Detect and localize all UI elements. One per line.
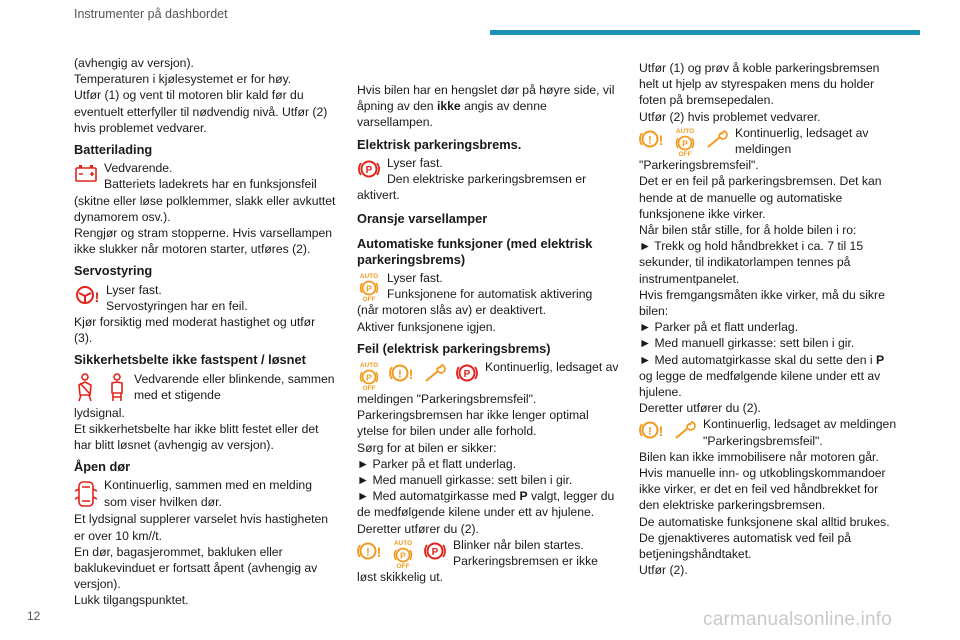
orange-heading: Oransje varsellamper bbox=[357, 211, 488, 227]
seatbelt-action: Et sikkerhetsbelte har ikke blitt festet eller det har blitt løsnet (avhengig av versjon). bbox=[74, 421, 319, 453]
col3-b1: ► Trekk og hold håndbrekket i ca. 7 til 15 sekunder, til indikatorlampen tennes på instrumentpanelet. bbox=[639, 239, 864, 286]
col1-intro-1: (avhengig av versjon). bbox=[74, 56, 194, 70]
blink-line1: Blinker når bilen startes. bbox=[453, 537, 584, 552]
seatbelt-icon bbox=[74, 373, 96, 403]
fault-b2: ► Med manuell girkasse: sett bilen i gir. bbox=[357, 473, 573, 488]
steering-heading: Servostyring bbox=[74, 263, 153, 279]
door-heading: Åpen dør bbox=[74, 459, 131, 475]
col3-cont-rest: "Parkeringsbremsfeil". bbox=[639, 158, 759, 173]
col2-intro-text: Hvis bilen har en hengslet dør på høyre side, vil åpning av den bbox=[357, 83, 615, 114]
blink-icons bbox=[357, 537, 447, 569]
col3-b4 bbox=[639, 352, 901, 401]
auto-heading: Automatiske funksjoner (med elektrisk parkeringsbrems) bbox=[357, 235, 593, 267]
col3-p8: Hvis manuelle inn- og utkoblingskommandoer ikke virker, er det en feil ved håndbrekket for den elektriske parkeringsbremsen. bbox=[639, 466, 886, 513]
col3-cont2: Kontinuerlig, ledsaget av meldingen "Parkeringsbremsfeil". bbox=[703, 417, 897, 448]
col3-p9: De automatiske funksjonene skal alltid brukes. bbox=[639, 514, 890, 529]
col3-p4: Når bilen står stille, for å holde bilen i ro: bbox=[639, 223, 857, 238]
blink-line2: Parkeringsbremsen er ikke bbox=[453, 554, 598, 569]
col3-cont1: Kontinuerlig, ledsaget av meldingen bbox=[735, 125, 869, 157]
col3-p6: Deretter utfører du (2). bbox=[639, 401, 761, 416]
seatbelt-heading: Sikkerhetsbelte ikke fastspent / løsnet bbox=[74, 352, 306, 368]
steering-warning-icon bbox=[74, 282, 100, 312]
epb-line2: Den elektriske parkeringsbremsen er bbox=[387, 172, 587, 187]
fault-b3b: P bbox=[519, 489, 528, 504]
fault-icons bbox=[357, 359, 479, 391]
auto-off-icon bbox=[391, 539, 415, 569]
col1-intro-3: Utfør (1) og vent til motoren blir kald før du eventuelt etterfyller til nødvendig nivå. Utfør (2) hvis problemet vedvarer. bbox=[74, 88, 328, 135]
col3-b4c: og legge de medfølgende kilene under ett av hjulene. bbox=[639, 368, 881, 400]
battery-action: Rengjør og stram stopperne. Hvis varsellampen ikke slukker når motoren starter, utføres (2). bbox=[74, 226, 333, 257]
col3-icons-1 bbox=[639, 125, 729, 157]
door-line1: Kontinuerlig, sammen med en melding som viser hvilken dør. bbox=[104, 478, 312, 509]
col3-b3: ► Med manuell girkasse: sett bilen i gir. bbox=[639, 336, 855, 351]
col3-p7: Bilen kan ikke immobilisere når motoren går. bbox=[639, 449, 879, 464]
col3-b2: ► Parker på et flatt underlag. bbox=[639, 320, 799, 335]
door-p1: Et lydsignal supplerer varselet hvis hastigheten er over 10 km//t. bbox=[74, 512, 329, 543]
col2-intro-end: angis av denne varsellampen. bbox=[357, 99, 547, 130]
auto-off-icon bbox=[357, 270, 381, 302]
fault-b3a: ► Med automatgirkasse med bbox=[357, 489, 517, 504]
epb-line1: Lyser fast. bbox=[387, 155, 443, 170]
col3-p5: Hvis fremgangsmåten ikke virker, må du sikre bilen: bbox=[639, 287, 885, 319]
fault-p2: Sørg for at bilen er sikker: bbox=[357, 440, 497, 455]
parking-brake-red-icon bbox=[455, 361, 479, 385]
battery-icon bbox=[74, 160, 98, 190]
battery-text: Batteriets ladekrets har en funksjonsfeil (skitne eller løse polklemmer, slakk eller avkuttet dynamorem osv.). bbox=[74, 177, 336, 224]
wrench-icon bbox=[705, 127, 729, 151]
auto-line2: Funksjonene for automatisk aktivering bbox=[387, 287, 593, 302]
fault-b1: ► Parker på et flatt underlag. bbox=[357, 456, 517, 471]
parking-brake-exclamation-icon bbox=[389, 361, 415, 385]
auto-off-icon bbox=[357, 361, 381, 391]
col3-b4a: ► Med automatgirkasse skal du sette den i bbox=[639, 352, 873, 367]
battery-line1: Vedvarende. bbox=[104, 161, 173, 176]
col3-p10: De gjenaktiveres automatisk ved feil på betjeningshåndtaket. bbox=[639, 530, 852, 562]
seatbelt-icons bbox=[74, 371, 128, 405]
epb-rest: aktivert. bbox=[357, 188, 400, 203]
epb-heading: Elektrisk parkeringsbrems. bbox=[357, 136, 522, 152]
fault-line1: Kontinuerlig, ledsaget av bbox=[485, 360, 619, 375]
page-header bbox=[0, 0, 960, 38]
col2-intro-bold: ikke bbox=[436, 99, 461, 114]
fault-rest: meldingen "Parkeringsbremsfeil". bbox=[357, 392, 537, 407]
parking-brake-exclamation-icon bbox=[639, 127, 665, 151]
fault-p1: Parkeringsbremsen har ikke lenger optimal ytelse for bilen under alle forhold. bbox=[357, 408, 589, 439]
parking-brake-red-icon bbox=[423, 539, 447, 563]
col3-p11: Utfør (2). bbox=[639, 563, 688, 578]
door-p2: En dør, bagasjerommet, bakluken eller baklukevinduet er fortsatt åpent (avhengig av versjon). bbox=[74, 544, 318, 592]
seatbelt-rear-icon bbox=[106, 373, 128, 403]
header-accent-bar bbox=[490, 30, 920, 35]
fault-b3 bbox=[357, 488, 619, 520]
col3-p3: Det er en feil på parkeringsbremsen. Det kan hende at de manuelle og automatiske funksjonene ikke virker. bbox=[639, 174, 882, 221]
auto-rest: (når motoren slås av) er deaktivert. bbox=[357, 303, 546, 318]
fault-heading: Feil (elektrisk parkeringsbrems) bbox=[357, 340, 551, 356]
open-door-icon bbox=[74, 477, 98, 511]
col2-intro bbox=[357, 82, 619, 131]
fault-b3c: valgt, legger du de medfølgende kilene under ett av hjulene. bbox=[357, 489, 615, 520]
wrench-icon bbox=[673, 418, 697, 442]
col3-icons-2 bbox=[639, 416, 697, 448]
col3-p2: Utfør (2) hvis problemet vedvarer. bbox=[639, 109, 821, 124]
wrench-icon bbox=[423, 361, 447, 385]
parking-brake-exclamation-icon bbox=[357, 539, 383, 563]
auto-line1: Lyser fast. bbox=[387, 271, 443, 286]
col3-b4b: P bbox=[875, 352, 885, 367]
svg-text:!: ! bbox=[94, 288, 100, 305]
steering-action: Kjør forsiktig med moderat hastighet og utfør (3). bbox=[74, 315, 316, 346]
col3-p1: Utfør (1) og prøv å koble parkeringsbremsen helt ut hjelp av styrespaken mens du holder foten på bremsepedalen. bbox=[639, 61, 880, 108]
column-3 bbox=[639, 60, 901, 579]
blink-rest: løst skikkelig ut. bbox=[357, 570, 444, 585]
col1-intro-2: Temperaturen i kjølesystemet er for høy. bbox=[74, 72, 292, 87]
parking-brake-exclamation-icon bbox=[639, 418, 665, 442]
column-1 bbox=[74, 55, 336, 609]
parking-brake-red-icon bbox=[357, 155, 381, 185]
steering-line2: Servostyringen har en feil. bbox=[106, 298, 248, 313]
section-title: Instrumenter på dashbordet bbox=[74, 7, 228, 21]
page-number: 12 bbox=[27, 609, 41, 623]
seatbelt-rest: lydsignal. bbox=[74, 405, 125, 420]
auto-off-icon bbox=[673, 127, 697, 157]
steering-line1: Lyser fast. bbox=[106, 282, 162, 297]
seatbelt-line1: Vedvarende eller blinkende, sammen med et stigende bbox=[134, 371, 335, 402]
door-p3: Lukk tilgangspunktet. bbox=[74, 593, 189, 608]
battery-heading: Batterilading bbox=[74, 142, 153, 158]
fault-p3: Deretter utfører du (2). bbox=[357, 521, 479, 536]
watermark: carmanualsonline.info bbox=[703, 609, 893, 630]
column-2 bbox=[357, 82, 619, 585]
auto-action: Aktiver funksjonene igjen. bbox=[357, 319, 496, 334]
